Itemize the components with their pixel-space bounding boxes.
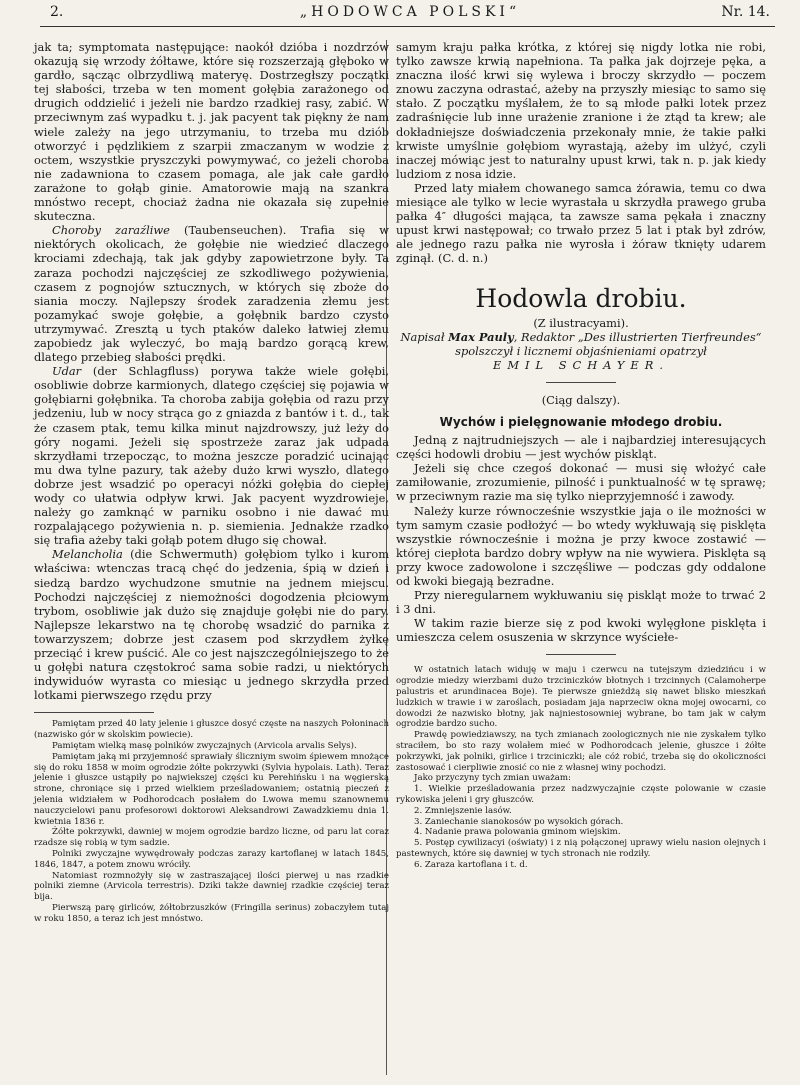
footnote-separator <box>546 654 616 655</box>
text: (Taubenseuchen). Trafia się w niektórych okolicach, że gołębie nie wiedzieć dlaczego krociami zdechają, tak jak gdyby zapowietrzone były. Ta zaraza pochodzi najczęściej ze szkodliwego pożywienia, czasem z pognojów sztucznych, w których się zboże do siania moczy. Najlepszy środek zaradzenia złemu jest pozamykać swoje gołębie, a gołębnik bardzo czysto utrzymywać. Zresztą u tych ptaków daleko łatwiej złemu zapobiedz jak wyleczyć, bo mają bardzo gorącą krew, dlatego przebieg słabości prędki. <box>34 223 389 365</box>
left-column <box>34 40 389 925</box>
paragraph-choroby <box>34 223 389 364</box>
issue-number: Nr. 14. <box>721 4 770 20</box>
cause-item: 1. Wielkie prześladowania przez nadzwyczajnie częste polowanie w czasie rykowiska jeleni i gry głuszców. <box>396 784 766 806</box>
cause-item: 4. Nadanie prawa polowania gminom wiejskim. <box>414 827 621 838</box>
section-title: Hodowla drobiu. <box>475 283 687 313</box>
footnote: Pamiętam wielką masę polników zwyczajnych (Arvicola arvalis Selys). <box>52 741 357 751</box>
paragraph: W takim razie bierze się z pod kwoki wylęgłone pisklęta i umieszcza celem osuszenia w skrzynce wyściełe- <box>396 616 766 645</box>
header-rule <box>40 26 775 27</box>
translator-name: EMIL SCHAYER. <box>493 357 669 372</box>
footnote: Prawdę powiedziawszy, na tych zmianach zoologicznych nie nie zyskałem tylko straciłem, bo sto razy wolałem mieć w Podhorodcach jelenie, głuszce i żółte pokrzywki, jak polniki, girlice i trzciniczki; ale cóż robić, trzeba się do okoliczności zastosować i cierpliwie znosić co nie z własnej winy pochodzi. <box>396 730 766 773</box>
footnote-rule <box>34 712 154 713</box>
footnote: Pamiętam jaką mi przyjemność sprawiały śliczniym swoim śpiewem mnożące się do roku 1858 w moim ogrodzie żółte pokrzywki (Sylvia hypolais. Lath). Teraz jelenie i głuszce ustąpiły po najwiekszej części ku Perehińsku i na węgierską strone, chroniące się i przed wielkiem prześladowaniem; ostatnią pieczeń z jelenia widziałem w Podhorodcach posłałem do Lwowa memu szanownemu nauczycielowi panu profesorowi doktorowi Aleksandrowi Zawadzkiemu dnia 1. kwietnia 1836 r. <box>34 751 389 827</box>
footnote: Pamiętam przed 40 laty jelenie i głuszce dosyć częste na naszych Połoninach (nazwisko gór w skolskim powiecie). <box>34 719 389 741</box>
paragraph: Przed laty miałem chowanego samca żórawia, temu co dwa miesiące ale tylko w lecie wyrastała u skrzydła prawego gruba pałka 4″ długości mająca, ta zawsze sama pękała i znaczny upust krwi następował; co trwało przez 5 lat i ptak był zdrów, ale jednego razu pałka nie wyrosła i żóraw tknięty udarem zginął. (C. d. n.) <box>396 180 766 266</box>
article-subtitle: Wychów i pielęgnowanie młodego drobiu. <box>439 414 723 429</box>
text: (der Schlagfluss) porywa także wiele gołębi, osobliwie dobrze karmionych, dlatego częściej się pojawia w gołębiarni gołębnika. Ta choroba zabija gołębia od razu przy jedzeniu, lub w nocy strąca go z gniazda z bantów i t. d., tak że czasem ptak, temu kilka minut najzdrowszy, już leży do góry nogami. Jeżeli się spostrzeże zaraz jak udpada skrzydłami trzepocząc, to można jeszcze poradzić ucinając mu dwa tylne pazury, tak ażeby dużo krwi wyszło, dlatego dobrze jest wsadzić po operacyi nóżki gołębia do ciepłej wody co ułatwia odpływ krwi. Jak pacyent wyzdrowieje, należy go zamknąć w parniku osobno i nie dawać mu rozpalającego pożywienia n. p. siemienia. Jednakże rzadko się trafia ażeby taki gołąb potem długo się chował. <box>34 364 389 548</box>
paragraph: jak ta; symptomata następujące: naokół dzióba i nozdrzów okazują się wrzody żółtawe, które się rozszerzają głęboko w gardło, sącząc olbrzydliwą materyę. Dostrzegłszy początki tej słabości, trzeba w ten moment gołębia zarażonego od drugich oddzielić i jeżeli nie bardzo rzadkiej rasy, zabić. W przeciwnym zaś wypadku t. j. jak pacyent tak piękny że nam wiele zależy na jego utrzymaniu, to trzeba mu dziób otworzyć i pędzlikiem z szarpii zmaczanym w wodzie z octem, wszystkie pryszczyki powymywać, co jeżeli choroba nie zadawniona to czasem pomaga, ale jak całe gardło zarażone to gołąb ginie. Amatorowie mają na szankra mnóstwo recept, chociaż żadna nie okazała się zupełnie skuteczna. <box>34 40 389 224</box>
byline-text: , Redaktor „Des illustrierten Tierfreundes“ spolszczył i licznemi objaśnieniami opatrzył <box>455 329 762 358</box>
footnote: Polniki zwyczajne wywędrowały podczas zarazy kartoflanej w latach 1845, 1846, 1847, a potem znowu wróciły. <box>34 848 389 870</box>
footnote: Żółte pokrzywki, dawniej w mojem ogrodzie bardzo liczne, od paru lat coraz rzadsze się robią w tym sadzie. <box>34 827 389 849</box>
author-name: Max Pauly <box>448 329 514 344</box>
paragraph-udar <box>34 364 389 547</box>
illustrations-note: (Z ilustracyami). <box>533 315 629 330</box>
cause-item: 6. Zaraza kartoflana i t. d. <box>414 859 528 870</box>
page-header <box>50 2 770 22</box>
paragraph: Przy nieregularnem wykłuwaniu się piskląt może to trwać 2 i 3 dni. <box>396 588 766 617</box>
footnote: Natomiast rozmnożyły się w zastraszającej ilości pierwej u nas rzadkie polniki ziemne (Arvicola terrestris). Dziki także dawniej rzadkie częściej teraz bija. <box>34 870 389 903</box>
page-number: 2. <box>50 4 64 20</box>
cause-item: 3. Zaniechanie sianokosów po wysokich górach. <box>414 816 624 827</box>
term-choroby: Choroby zaraźliwe <box>52 223 170 238</box>
paragraph: Jedną z najtrudniejszych — ale i najbardziej interesujących części hodowli drobiu — jest wychów piskląt. <box>396 433 766 462</box>
separator <box>546 382 616 383</box>
term-udar: Udar <box>52 364 82 379</box>
footnote: Jako przyczyny tych zmian uważam: <box>414 773 571 784</box>
cause-item: 5. Postęp cywilizacyi (oświaty) i z nią połączonej uprawy wielu nasion olejnych i pastewnych, które się dawniej w tych stronach nie rodziły. <box>396 838 766 860</box>
footnote: Pierwszą parę girliców, żółtobrzuszków (Fringilla serinus) zobaczyłem tutaj w roku 1850, a teraz ich jest mnóstwo. <box>34 902 389 924</box>
term-melancholia: Melancholia <box>52 547 123 562</box>
paragraph: samym kraju pałka krótka, z której się nigdy lotka nie robi, tylko zawsze krwią napełniona. Ta pałka jak dojrzeje pęka, a znaczna ilość krwi się wylewa i broczy skrzydło — poczem znowu zaczyna odrastać, ażeby na przyszły miesiąc to samo się stało. Z początku myślałem, że to są młode pałki lotek przez zadraśnięcie lub inne urażenie zranione i że ztąd ta krew; ale dokładniejsze doświadczenia przekonały mnie, że takie pałki krwiste umyślnie gołębiom wyrastają, ażeby im ulżyć, czyli inaczej mówiąc jest to naturalny upust krwi, tak n. p. jak kiedy ludziom z nosa idzie. <box>396 40 766 181</box>
journal-title: „HODOWCA POLSKI“ <box>299 4 521 20</box>
paragraph-melancholia <box>34 547 389 702</box>
footnote: W ostatnich latach widuję w maju i czerwcu na tutejszym dziedzińcu i w ogrodzie miedzy wierzbami dużo trzciniczków błotnych i trzcinnych (Calamoherpe palustris et arundinacea Boje). Te pierwsze gnieżdżą się nawet blisko mieszkań ludzkich w trawie i w zaroślach, posiadam jaja naprzeciw okna mojej owocarni, co dowodzi że nazwisko błotny, jak najniestosowniej wybrane, bo tam jak w całym ogrodzie bardzo sucho. <box>396 665 766 730</box>
byline <box>396 330 766 358</box>
paragraph: Należy kurze równocześnie wszystkie jaja o ile możności w tym samym czasie podłożyć — bo wtedy wykłuwają się pisklęta wszystkie równocześnie i można je przy kwoce zostawić — której ciepłota bardzo dobry wpływ na nie wywiera. Pisklęta są przy kwoce zadowolone i szczęśliwe — podczas gdy oddalone od kwoki biegają bezradne. <box>396 503 766 588</box>
cause-item: 2. Zmniejszenie lasów. <box>414 805 512 816</box>
byline-text: Napisał <box>400 329 449 344</box>
text: (die Schwermuth) gołębiom tylko i kurom właściwa: wtenczas tracą chęć do jedzenia, śpią w dzień i siedzą bardzo wychudzone smutnie na jednem miejscu. Pochodzi najczęściej z niemożności dogodzenia płciowym trybom, osobliwie jak dużo się znajduje gołębi nie do pary. Najlepsze lekarstwo na tę chorobę wsadzić do parnika z towarzyszem; dobrze jest czasem pod skrzydłem żyłkę przeciąć i krew puścić. Ale co jest najszczególniejszego to że u gołębi natura częstokroć sama sobie radzi, u niektórych indywiduów wyrasta co miesiąc u jednego skrzydła przed lotkami pierwszego rzędu przy <box>34 547 389 703</box>
right-column <box>396 40 766 871</box>
continued-note: (Ciąg dalszy). <box>541 392 621 407</box>
paragraph: Jeżeli się chce czegoś dokonać — musi się włożyć całe zamiłowanie, zrozumienie, pilność i punktualność w tę sprawę; w przeciwnym razie ma się tylko nieprzyjemność i zawody. <box>396 461 766 504</box>
